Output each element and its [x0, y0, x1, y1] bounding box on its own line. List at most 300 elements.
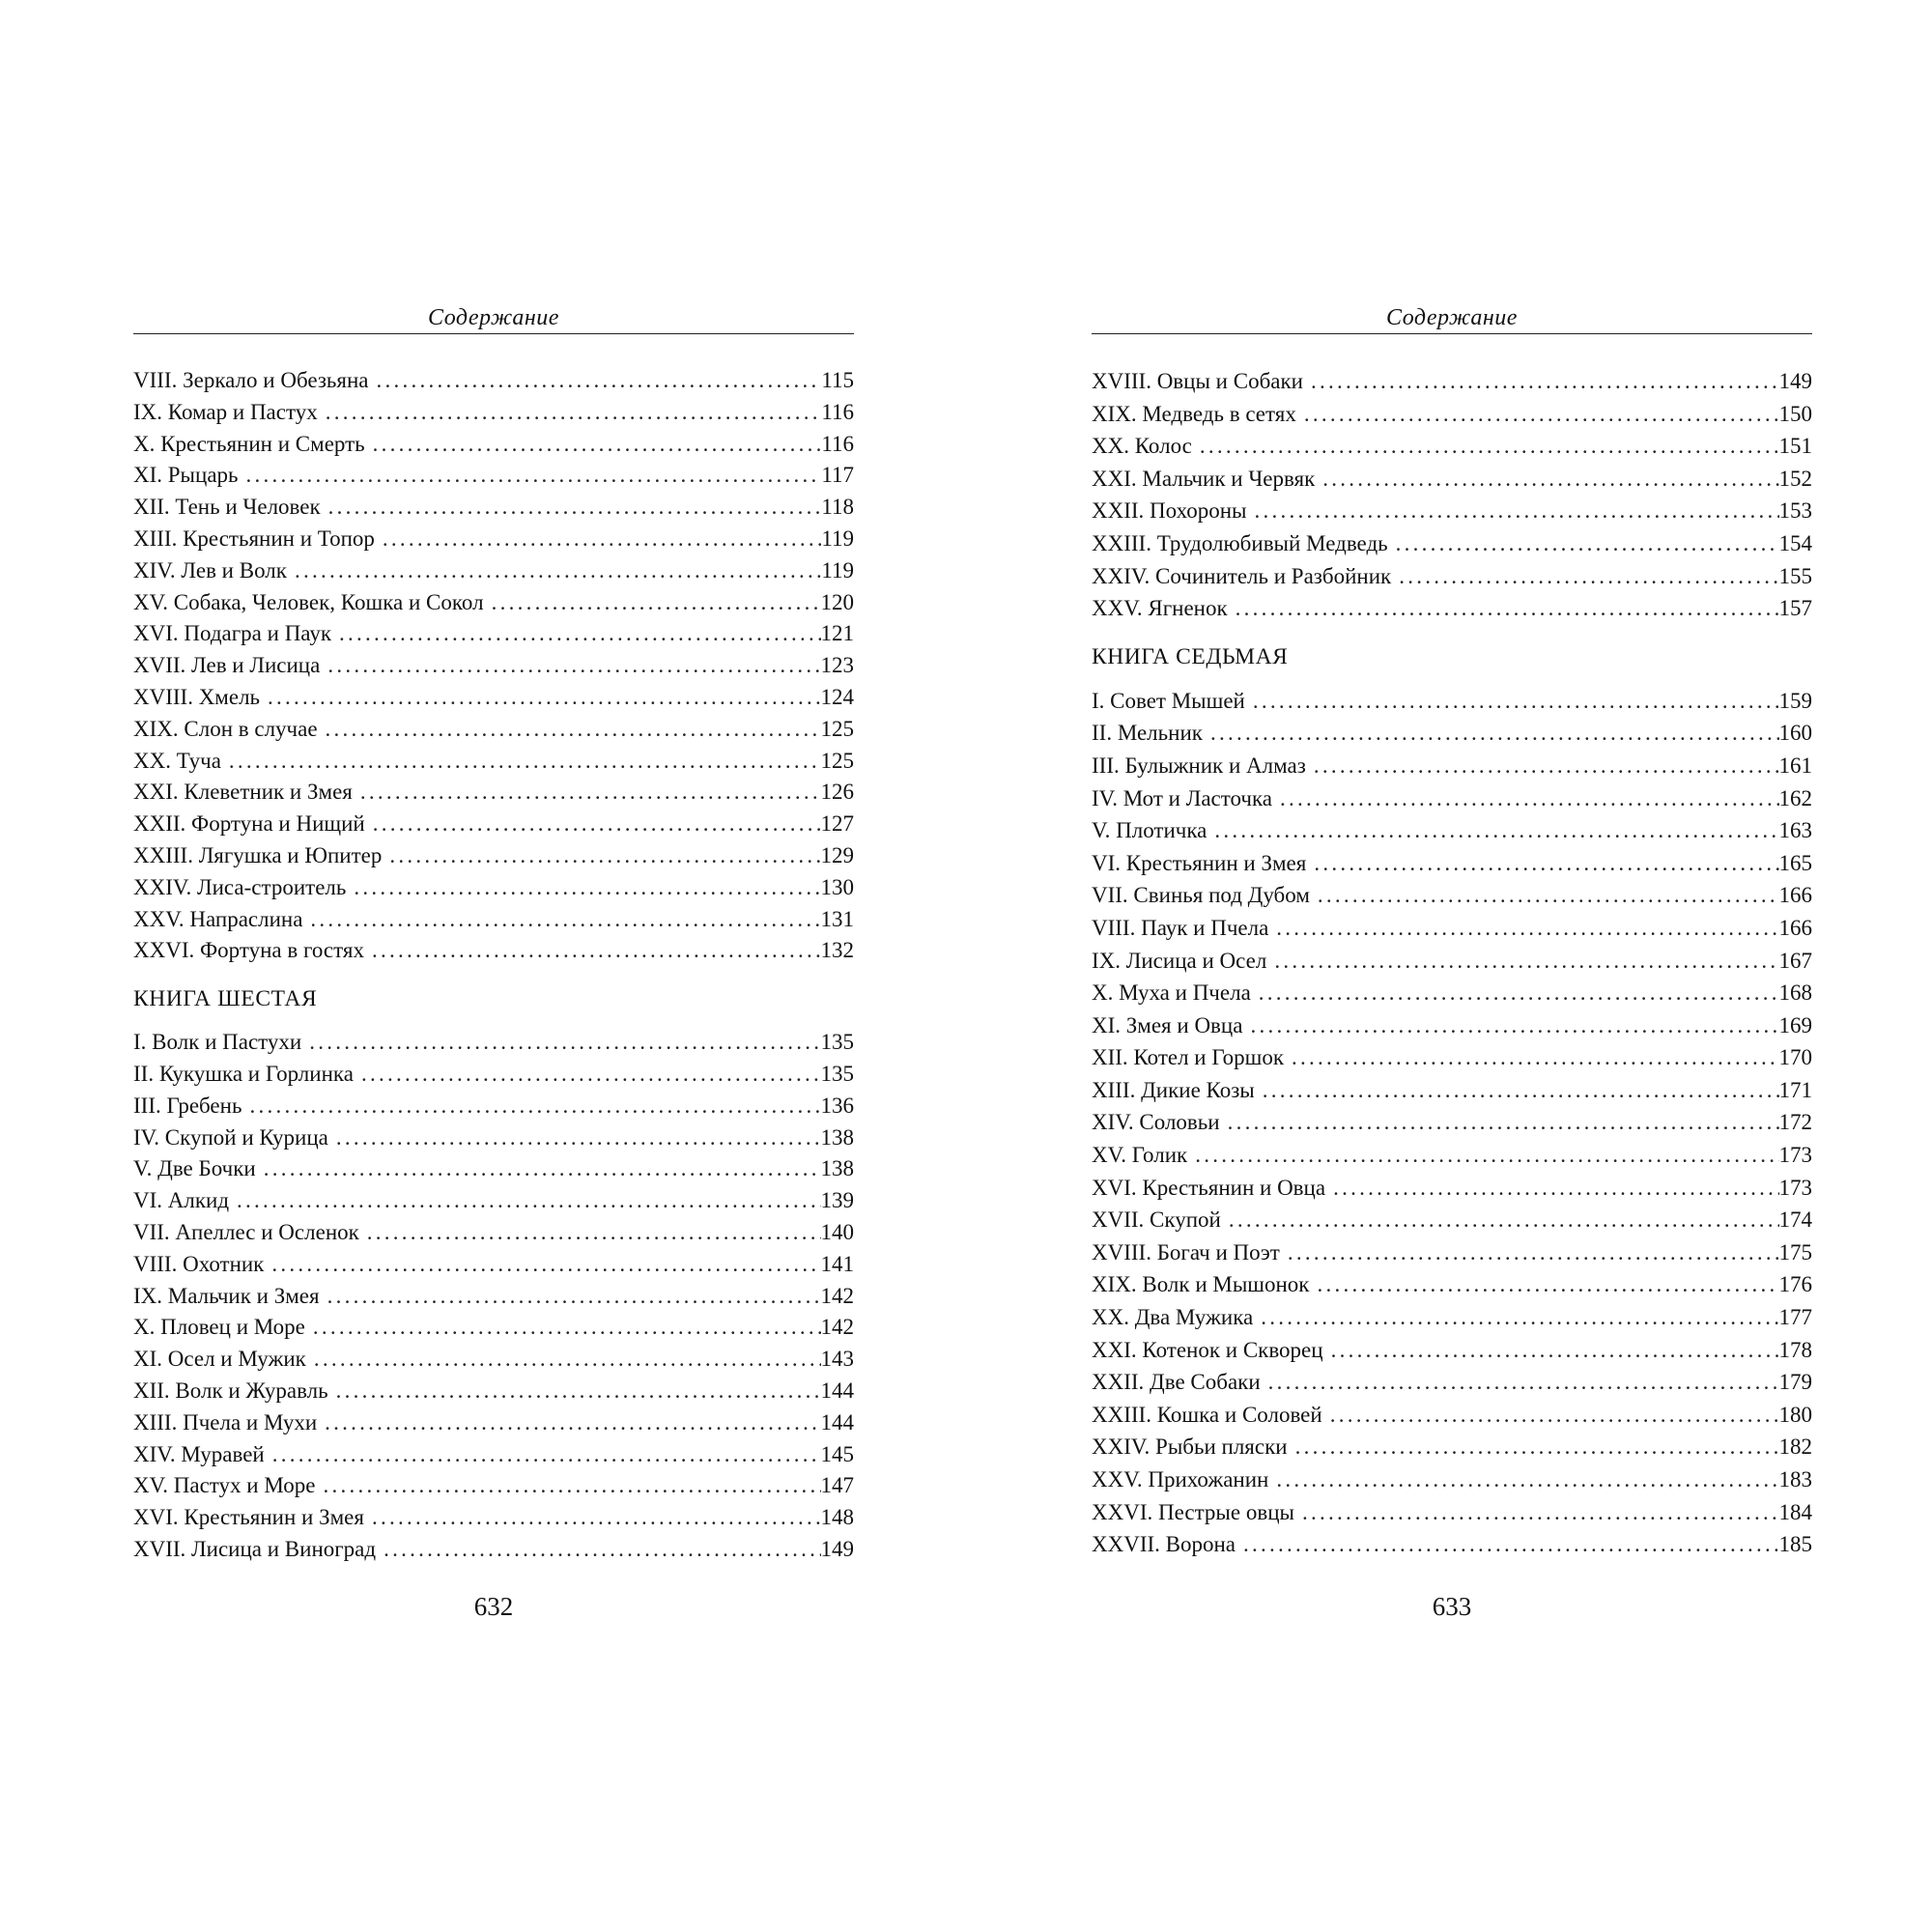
toc-entry-title: XXI. Клеветник и Змея — [133, 780, 353, 805]
toc-entry-page: 115 — [821, 368, 854, 392]
toc-entry-page: 160 — [1778, 721, 1812, 746]
toc-entry-page: 185 — [1778, 1532, 1812, 1557]
dot-leader — [306, 1344, 821, 1376]
toc-entry-title: VI. Алкид — [133, 1188, 230, 1213]
toc-entry-title: XXIV. Лиса-строитель — [133, 874, 347, 899]
toc-entry — [1092, 1106, 1812, 1139]
toc-entry-title: X. Муха и Пчела — [1092, 980, 1251, 1006]
toc-entry-page: 182 — [1778, 1435, 1812, 1460]
toc-entry — [1092, 1009, 1812, 1042]
dot-leader — [229, 1185, 820, 1217]
toc-entry-title: IV. Мот и Ласточка — [1092, 785, 1273, 810]
toc-entry-title: XV. Собака, Человек, Кошка и Сокол — [133, 589, 484, 614]
toc-entry-title: XXIII. Трудолюбивый Медведь — [1092, 530, 1388, 555]
toc-entry — [1092, 847, 1812, 880]
toc-entry-title: X. Пловец и Море — [133, 1315, 305, 1340]
toc-entry-page: 140 — [820, 1219, 854, 1244]
toc-group-section — [1092, 685, 1812, 1561]
toc-entry — [1092, 879, 1812, 912]
toc-entry-title: IX. Мальчик и Змея — [133, 1283, 320, 1308]
toc-entry — [1092, 1074, 1812, 1107]
dot-leader — [221, 746, 821, 778]
toc-entry-title: XXIV. Рыбьи пляски — [1092, 1435, 1288, 1460]
toc-entry-title: XVI. Подагра и Паук — [133, 621, 332, 646]
toc-entry-title: XIII. Пчела и Мухи — [133, 1409, 318, 1435]
toc-entry-page: 132 — [820, 938, 854, 963]
dot-leader — [317, 1407, 820, 1439]
toc-entry-page: 168 — [1778, 980, 1812, 1006]
toc-entry-title: VIII. Охотник — [133, 1251, 265, 1276]
dot-leader — [1251, 977, 1779, 1009]
dot-leader — [1266, 945, 1778, 978]
dot-leader — [1284, 1041, 1778, 1074]
toc-entry-title: III. Булыжник и Алмаз — [1092, 753, 1306, 778]
toc-entry-title: XI. Осел и Мужик — [133, 1347, 306, 1372]
dot-leader — [1306, 847, 1778, 880]
dot-leader — [1388, 527, 1779, 560]
toc-entry-title: XIV. Муравей — [133, 1441, 265, 1466]
toc-entry-page: 152 — [1778, 466, 1812, 491]
toc-entry-title: XVI. Крестьянин и Змея — [133, 1505, 364, 1530]
dot-leader — [1322, 1399, 1779, 1432]
toc-entry — [133, 1027, 854, 1059]
toc-entry — [133, 1249, 854, 1281]
toc-entry — [133, 777, 854, 809]
toc-entry — [133, 1122, 854, 1154]
toc-entry — [1092, 398, 1812, 431]
toc-entry-page: 121 — [820, 621, 854, 646]
dot-leader — [1315, 463, 1778, 496]
dot-leader — [1310, 879, 1779, 912]
toc-entry-page: 153 — [1778, 498, 1812, 524]
toc-entry — [133, 1344, 854, 1376]
toc-entry-title: XXIII. Лягушка и Юпитер — [133, 842, 383, 867]
toc-entry — [133, 650, 854, 682]
toc-entry-page: 123 — [820, 653, 854, 678]
toc-entry-page: 136 — [820, 1093, 854, 1118]
toc-entry-title: I. Волк и Пастухи — [133, 1030, 302, 1055]
dot-leader — [376, 1534, 820, 1566]
dot-leader — [1268, 1463, 1778, 1496]
dot-leader — [318, 397, 822, 429]
toc-entry — [133, 460, 854, 492]
toc-entry — [1092, 912, 1812, 945]
toc-entry-title: XXVI. Фортуна в гостях — [133, 938, 364, 963]
toc-entry — [133, 1376, 854, 1407]
dot-leader — [346, 872, 820, 904]
toc-entry — [133, 1185, 854, 1217]
toc-entry-page: 173 — [1778, 1143, 1812, 1168]
toc-entry-page: 166 — [1778, 883, 1812, 908]
toc-entry — [133, 1281, 854, 1313]
toc-entry-title: VIII. Зеркало и Обезьяна — [133, 368, 369, 392]
toc-entry-page: 116 — [821, 399, 854, 424]
dot-leader — [1268, 912, 1778, 945]
toc-entry-page: 131 — [820, 906, 854, 931]
toc-entry-title: XI. Рыцарь — [133, 463, 239, 488]
toc-entry — [1092, 814, 1812, 847]
dot-leader — [484, 587, 821, 619]
toc-entry — [1092, 717, 1812, 750]
toc-entry-title: XV. Пастух и Море — [133, 1473, 316, 1498]
toc-entry-title: XII. Тень и Человек — [133, 495, 321, 520]
dot-leader — [382, 840, 820, 872]
toc-entry-title: II. Кукушка и Горлинка — [133, 1061, 354, 1086]
toc-entry-title: XXII. Две Собаки — [1092, 1370, 1261, 1395]
toc-entry — [1092, 1431, 1812, 1463]
toc-entry-title: XX. Два Мужика — [1092, 1305, 1254, 1330]
toc-entry — [1092, 945, 1812, 978]
toc-entry-title: XIX. Медведь в сетях — [1092, 401, 1296, 426]
dot-leader — [1187, 1139, 1778, 1172]
toc-entry-page: 155 — [1778, 563, 1812, 588]
toc-entry-title: XI. Змея и Овца — [1092, 1012, 1243, 1037]
toc-entry-page: 175 — [1778, 1239, 1812, 1264]
toc-entry-page: 178 — [1778, 1337, 1812, 1362]
toc-entry — [1092, 1496, 1812, 1529]
dot-leader — [1253, 1301, 1778, 1334]
toc-entry-title: VIII. Паук и Пчела — [1092, 915, 1269, 940]
toc-entry — [1092, 1528, 1812, 1561]
toc-entry — [1092, 560, 1812, 593]
toc-entry — [133, 935, 854, 967]
toc-entry-page: 145 — [820, 1441, 854, 1466]
toc-entry-title: XII. Котел и Горшок — [1092, 1045, 1285, 1070]
toc-entry-page: 119 — [821, 557, 854, 582]
toc-entry-page: 174 — [1778, 1208, 1812, 1233]
toc-entry-title: XIX. Волк и Мышонок — [1092, 1272, 1310, 1297]
toc-entry-title: XX. Туча — [133, 748, 221, 773]
toc-entry-page: 144 — [820, 1409, 854, 1435]
toc-entry — [133, 618, 854, 650]
dot-leader — [1306, 750, 1779, 782]
toc-entry-page: 162 — [1778, 785, 1812, 810]
toc-entry-page: 135 — [820, 1061, 854, 1086]
dot-leader — [301, 1027, 820, 1059]
dot-leader — [1391, 560, 1778, 593]
toc-entry-page: 138 — [820, 1124, 854, 1150]
toc-entry — [1092, 1172, 1812, 1205]
toc-entry-page: 118 — [821, 495, 854, 520]
dot-leader — [1309, 1268, 1778, 1301]
toc-entry-title: I. Совет Мышей — [1092, 688, 1245, 713]
toc-entry-title: VII. Апеллес и Осленок — [133, 1219, 359, 1244]
page-number: 633 — [1432, 1592, 1472, 1621]
toc-entry-page: 124 — [820, 684, 854, 709]
toc-entry — [1092, 1139, 1812, 1172]
toc-group-section — [133, 1027, 854, 1566]
dot-leader — [1280, 1236, 1779, 1269]
toc-entry-title: XXII. Фортуна и Нищий — [133, 811, 365, 837]
toc-entry-title: XVIII. Овцы и Собаки — [1092, 369, 1303, 393]
toc-entry-title: IX. Комар и Пастух — [133, 399, 318, 424]
dot-leader — [1323, 1334, 1779, 1367]
toc-entry-page: 154 — [1778, 530, 1812, 555]
toc-entry-page: 180 — [1778, 1402, 1812, 1427]
toc-entry-page: 151 — [1778, 434, 1812, 459]
toc-entry-page: 149 — [1778, 369, 1812, 393]
left-page — [133, 0, 854, 1932]
running-head: Содержание — [428, 305, 559, 330]
toc-entry — [1092, 1399, 1812, 1432]
toc-entry-page: 147 — [820, 1473, 854, 1498]
toc-entry-title: XVII. Лисица и Виноград — [133, 1536, 377, 1561]
dot-leader — [359, 1217, 821, 1249]
toc-entry-title: XXI. Мальчик и Червяк — [1092, 466, 1316, 491]
section-heading: КНИГА ШЕСТАЯ — [133, 986, 318, 1012]
toc-entry-title: XVII. Скупой — [1092, 1208, 1221, 1233]
toc-entry-title: XII. Волк и Журавль — [133, 1378, 328, 1403]
section-heading: КНИГА СЕДЬМАЯ — [1092, 643, 1289, 669]
toc-entry-page: 117 — [821, 463, 854, 488]
toc-entry-title: XXIII. Кошка и Соловей — [1092, 1402, 1322, 1427]
toc-entry — [1092, 685, 1812, 718]
toc-entry-title: X. Крестьянин и Смерть — [133, 431, 365, 456]
dot-leader — [331, 618, 820, 650]
dot-leader — [1288, 1431, 1779, 1463]
dot-leader — [354, 1059, 821, 1091]
toc-entry-title: IV. Скупой и Курица — [133, 1124, 328, 1150]
dot-leader — [264, 1249, 820, 1281]
toc-entry-title: XXV. Прихожанин — [1092, 1467, 1269, 1492]
toc-entry — [133, 1407, 854, 1439]
toc-entry-page: 142 — [820, 1315, 854, 1340]
toc-entry-title: II. Мельник — [1092, 721, 1203, 746]
dot-leader — [305, 1312, 821, 1344]
toc-entry-page: 173 — [1778, 1175, 1812, 1200]
toc-entry-page: 170 — [1778, 1045, 1812, 1070]
dot-leader — [1261, 1366, 1779, 1399]
toc-entry — [133, 746, 854, 778]
toc-entry — [1092, 1366, 1812, 1399]
page-number: 632 — [473, 1592, 514, 1621]
toc-entry-page: 169 — [1778, 1012, 1812, 1037]
toc-entry-title: V. Плотичка — [1092, 818, 1208, 843]
toc-entry-page: 183 — [1778, 1467, 1812, 1492]
toc-entry-page: 150 — [1778, 401, 1812, 426]
toc-entry-page: 157 — [1778, 596, 1812, 621]
toc-entry — [133, 492, 854, 524]
dot-leader — [315, 1470, 820, 1502]
toc-entry — [1092, 592, 1812, 625]
dot-leader — [1246, 495, 1778, 527]
toc-entry — [133, 1470, 854, 1502]
dot-leader — [1228, 592, 1779, 625]
toc-entry — [1092, 527, 1812, 560]
dot-leader — [1255, 1074, 1779, 1107]
toc-entry — [133, 587, 854, 619]
dot-leader — [353, 777, 821, 809]
toc-entry-page: 120 — [820, 589, 854, 614]
toc-entry — [133, 555, 854, 587]
dot-leader — [1303, 365, 1779, 398]
dot-leader — [364, 935, 821, 967]
toc-entry — [133, 1502, 854, 1534]
dot-leader — [320, 1281, 821, 1313]
toc-entry — [1092, 1204, 1812, 1236]
toc-entry-title: III. Гребень — [133, 1093, 242, 1118]
dot-leader — [365, 429, 822, 461]
toc-entry-page: 149 — [820, 1536, 854, 1561]
toc-entry-title: XIV. Лев и Волк — [133, 557, 287, 582]
toc-entry — [133, 840, 854, 872]
toc-entry — [133, 1439, 854, 1471]
header-rule — [1092, 333, 1812, 334]
toc-entry-page: 165 — [1778, 850, 1812, 875]
dot-leader — [318, 714, 821, 746]
dot-leader — [1236, 1528, 1778, 1561]
toc-entry-page: 116 — [821, 431, 854, 456]
toc-entry-title: XXII. Похороны — [1092, 498, 1247, 524]
toc-list — [133, 365, 854, 1566]
toc-entry-title: XXVI. Пестрые овцы — [1092, 1499, 1294, 1524]
dot-leader — [1221, 1204, 1779, 1236]
toc-entry — [1092, 1301, 1812, 1334]
toc-entry — [1092, 463, 1812, 496]
toc-entry-title: V. Две Бочки — [133, 1156, 256, 1181]
toc-group-top — [1092, 365, 1812, 625]
dot-leader — [364, 1502, 821, 1534]
dot-leader — [1296, 398, 1779, 431]
toc-entry — [1092, 1334, 1812, 1367]
toc-entry-page: 139 — [820, 1188, 854, 1213]
running-head: Содержание — [1386, 305, 1518, 330]
toc-entry-title: XIX. Слон в случае — [133, 716, 318, 741]
toc-entry-page: 129 — [820, 842, 854, 867]
toc-entry-page: 126 — [820, 780, 854, 805]
toc-entry — [133, 1217, 854, 1249]
dot-leader — [1207, 814, 1778, 847]
toc-entry — [1092, 1268, 1812, 1301]
toc-entry — [1092, 750, 1812, 782]
dot-leader — [1294, 1496, 1779, 1529]
toc-list — [1092, 365, 1812, 1561]
toc-entry-title: XXI. Котенок и Скворец — [1092, 1337, 1323, 1362]
dot-leader — [1242, 1009, 1778, 1042]
toc-entry-title: VII. Свинья под Дубом — [1092, 883, 1310, 908]
dot-leader — [287, 555, 821, 587]
toc-entry — [133, 1312, 854, 1344]
toc-entry-page: 119 — [821, 526, 854, 551]
toc-entry-page: 135 — [820, 1030, 854, 1055]
dot-leader — [328, 1376, 821, 1407]
dot-leader — [242, 1091, 820, 1122]
toc-entry — [1092, 1236, 1812, 1269]
toc-entry — [133, 1153, 854, 1185]
toc-entry-title: XVIII. Хмель — [133, 684, 261, 709]
toc-entry — [133, 365, 854, 397]
toc-entry-page: 144 — [820, 1378, 854, 1403]
dot-leader — [375, 524, 821, 555]
toc-entry — [133, 904, 854, 936]
toc-entry — [1092, 977, 1812, 1009]
toc-entry-page: 125 — [820, 716, 854, 741]
toc-entry — [1092, 1041, 1812, 1074]
toc-entry — [133, 1091, 854, 1122]
toc-entry — [133, 1059, 854, 1091]
toc-entry — [133, 397, 854, 429]
dot-leader — [1245, 685, 1779, 718]
toc-entry-title: XIV. Соловьи — [1092, 1110, 1220, 1135]
dot-leader — [320, 650, 820, 682]
dot-leader — [1272, 782, 1778, 815]
dot-leader — [302, 904, 820, 936]
toc-entry-page: 172 — [1778, 1110, 1812, 1135]
toc-entry-page: 166 — [1778, 915, 1812, 940]
toc-entry — [1092, 782, 1812, 815]
toc-entry-title: IX. Лисица и Осел — [1092, 948, 1267, 973]
right-page — [1092, 0, 1812, 1932]
toc-entry-title: XXV. Ягненок — [1092, 596, 1228, 621]
toc-entry-page: 167 — [1778, 948, 1812, 973]
toc-entry-title: XVIII. Богач и Поэт — [1092, 1239, 1280, 1264]
toc-entry-page: 161 — [1778, 753, 1812, 778]
toc-entry-title: XIII. Крестьянин и Топор — [133, 526, 375, 551]
toc-entry-title: XX. Колос — [1092, 434, 1192, 459]
dot-leader — [1325, 1172, 1778, 1205]
toc-entry-page: 143 — [820, 1347, 854, 1372]
toc-entry — [1092, 495, 1812, 527]
toc-entry-page: 176 — [1778, 1272, 1812, 1297]
header-rule — [133, 333, 854, 334]
toc-entry-title: XXV. Напраслина — [133, 906, 303, 931]
toc-entry — [133, 1534, 854, 1566]
toc-entry-title: VI. Крестьянин и Змея — [1092, 850, 1307, 875]
toc-entry-title: XXVII. Ворона — [1092, 1532, 1236, 1557]
toc-entry-page: 171 — [1778, 1077, 1812, 1102]
toc-entry — [133, 524, 854, 555]
dot-leader — [1203, 717, 1779, 750]
dot-leader — [239, 460, 822, 492]
toc-entry-page: 130 — [820, 874, 854, 899]
toc-entry-page: 141 — [820, 1251, 854, 1276]
toc-entry — [133, 809, 854, 840]
toc-entry — [1092, 365, 1812, 398]
dot-leader — [260, 682, 820, 714]
toc-entry-page: 159 — [1778, 688, 1812, 713]
toc-entry-page: 142 — [820, 1283, 854, 1308]
toc-entry-page: 179 — [1778, 1370, 1812, 1395]
toc-entry-page: 184 — [1778, 1499, 1812, 1524]
dot-leader — [265, 1439, 821, 1471]
toc-entry-page: 127 — [820, 811, 854, 837]
dot-leader — [328, 1122, 821, 1154]
toc-entry — [133, 682, 854, 714]
toc-entry-title: XVI. Крестьянин и Овца — [1092, 1175, 1326, 1200]
toc-entry-title: XVII. Лев и Лисица — [133, 653, 321, 678]
toc-entry — [1092, 430, 1812, 463]
toc-entry-title: XXIV. Сочинитель и Разбойник — [1092, 563, 1392, 588]
toc-entry — [133, 872, 854, 904]
dot-leader — [365, 809, 821, 840]
toc-entry-title: XIII. Дикие Козы — [1092, 1077, 1255, 1102]
toc-entry-page: 138 — [820, 1156, 854, 1181]
dot-leader — [1192, 430, 1779, 463]
dot-leader — [256, 1153, 821, 1185]
toc-entry-page: 163 — [1778, 818, 1812, 843]
toc-entry — [133, 714, 854, 746]
toc-entry — [1092, 1463, 1812, 1496]
toc-entry-page: 148 — [820, 1505, 854, 1530]
dot-leader — [321, 492, 822, 524]
toc-entry-title: XV. Голик — [1092, 1143, 1188, 1168]
toc-entry-page: 125 — [820, 748, 854, 773]
toc-entry-page: 177 — [1778, 1305, 1812, 1330]
toc-entry — [133, 429, 854, 461]
toc-group-top — [133, 365, 854, 967]
dot-leader — [1220, 1106, 1779, 1139]
dot-leader — [369, 365, 822, 397]
